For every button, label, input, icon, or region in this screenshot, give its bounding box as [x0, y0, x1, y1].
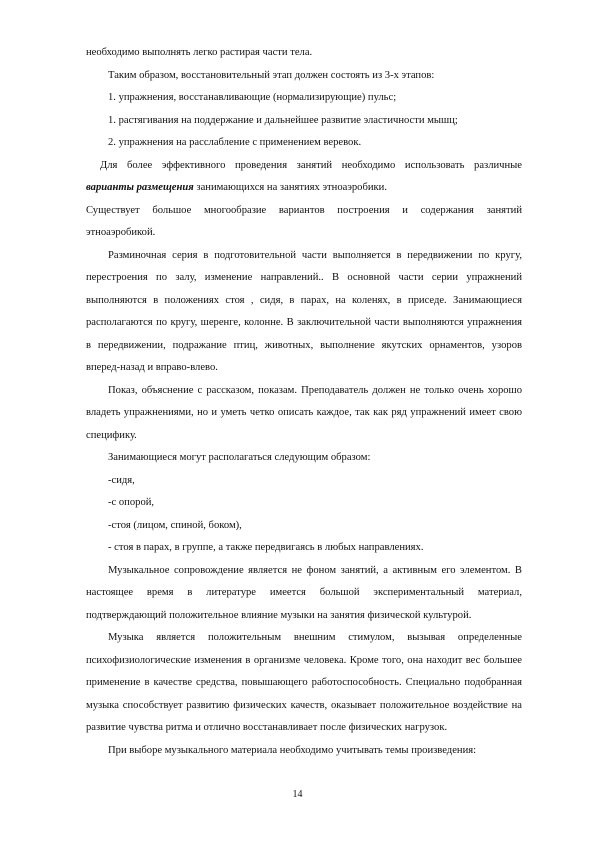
paragraph-2 [86, 155, 522, 200]
paragraph-8: Музыка является положительным внешним стимулом, вызывая определенные психофизиологические изменения в организме человека. Кроме того, она находит вес большее применение в качестве средства, повышающего работоспособность. Специально подобранная музыка способствует развитию физических качеств, оказывает положительное воздействие на развитие чувства ритма и отлично восстанавливает после физических нагрузок. [86, 632, 522, 733]
paragraph-7: Музыкальное сопровождение является не фоном занятий, а активным его элементом. В настоящее время в литературе имеется большой экспериментальный материал, подтверждающий положительное влияние музыки на занятия физической культурой. [86, 564, 522, 621]
list-item-3: 2. упражнения на расслабление с применением веревок. [108, 137, 362, 148]
dash-item-2: -с опорой, [108, 497, 155, 508]
paragraph-3: Существует большое многообразие вариантов построения и содержания занятий этноаэробикой. [86, 204, 522, 238]
dash-item-1: -сидя, [108, 474, 135, 486]
paragraph-6: Занимающиеся могут располагаться следующим образом: [108, 452, 371, 463]
paragraph-1: Таким образом, восстановительный этап должен состоять из 3-х этапов: [108, 69, 435, 81]
dash-item-3: -стоя (лицом, спиной, боком), [108, 519, 242, 531]
dash-item-4: - стоя в парах, в группе, а также передвигаясь в любых направлениях. [108, 542, 424, 553]
emphasis-placement-variants: варианты размещения [86, 182, 194, 193]
paragraph-0: необходимо выполнять легко растирая части тела. [86, 47, 313, 58]
paragraph-4: Разминочная серия в подготовительной части выполняется в передвижении по кругу, перестроения по залу, изменение направлений.. В основной части серии упражнений выполняются в положениях стоя , сидя, в парах, на коленях, в приседе. Занимающиеся располагаются по кругу, шеренге, колонне. В заключительной части выполняются упражнения в передвижении, подражание птиц, животных, выполнение якутских орнаментов, узоров вперед-назад и вправо-влево. [86, 249, 522, 373]
list-item-2: 1. растягивания на поддержание и дальнейшее развитие эластичности мышц; [108, 114, 458, 126]
page-number: 14 [292, 789, 303, 800]
list-item-1: 1. упражнения, восстанавливающие (нормализирующие) пульс; [108, 92, 397, 103]
paragraph-5: Показ, объяснение с рассказом, показам. Преподаватель должен не только очень хорошо владеть упражнениями, но и уметь четко описать каждое, так как ряд упражнений имеет свою специфику. [86, 384, 522, 441]
paragraph-2-text-a: Для более эффективного проведения занятий необходимо использовать различные [100, 159, 522, 171]
body-text [86, 42, 522, 762]
paragraph-2-text-b: занимающихся на занятиях этноаэробики. [193, 182, 387, 193]
paragraph-9: При выборе музыкального материала необходимо учитывать темы произведения: [108, 744, 477, 756]
